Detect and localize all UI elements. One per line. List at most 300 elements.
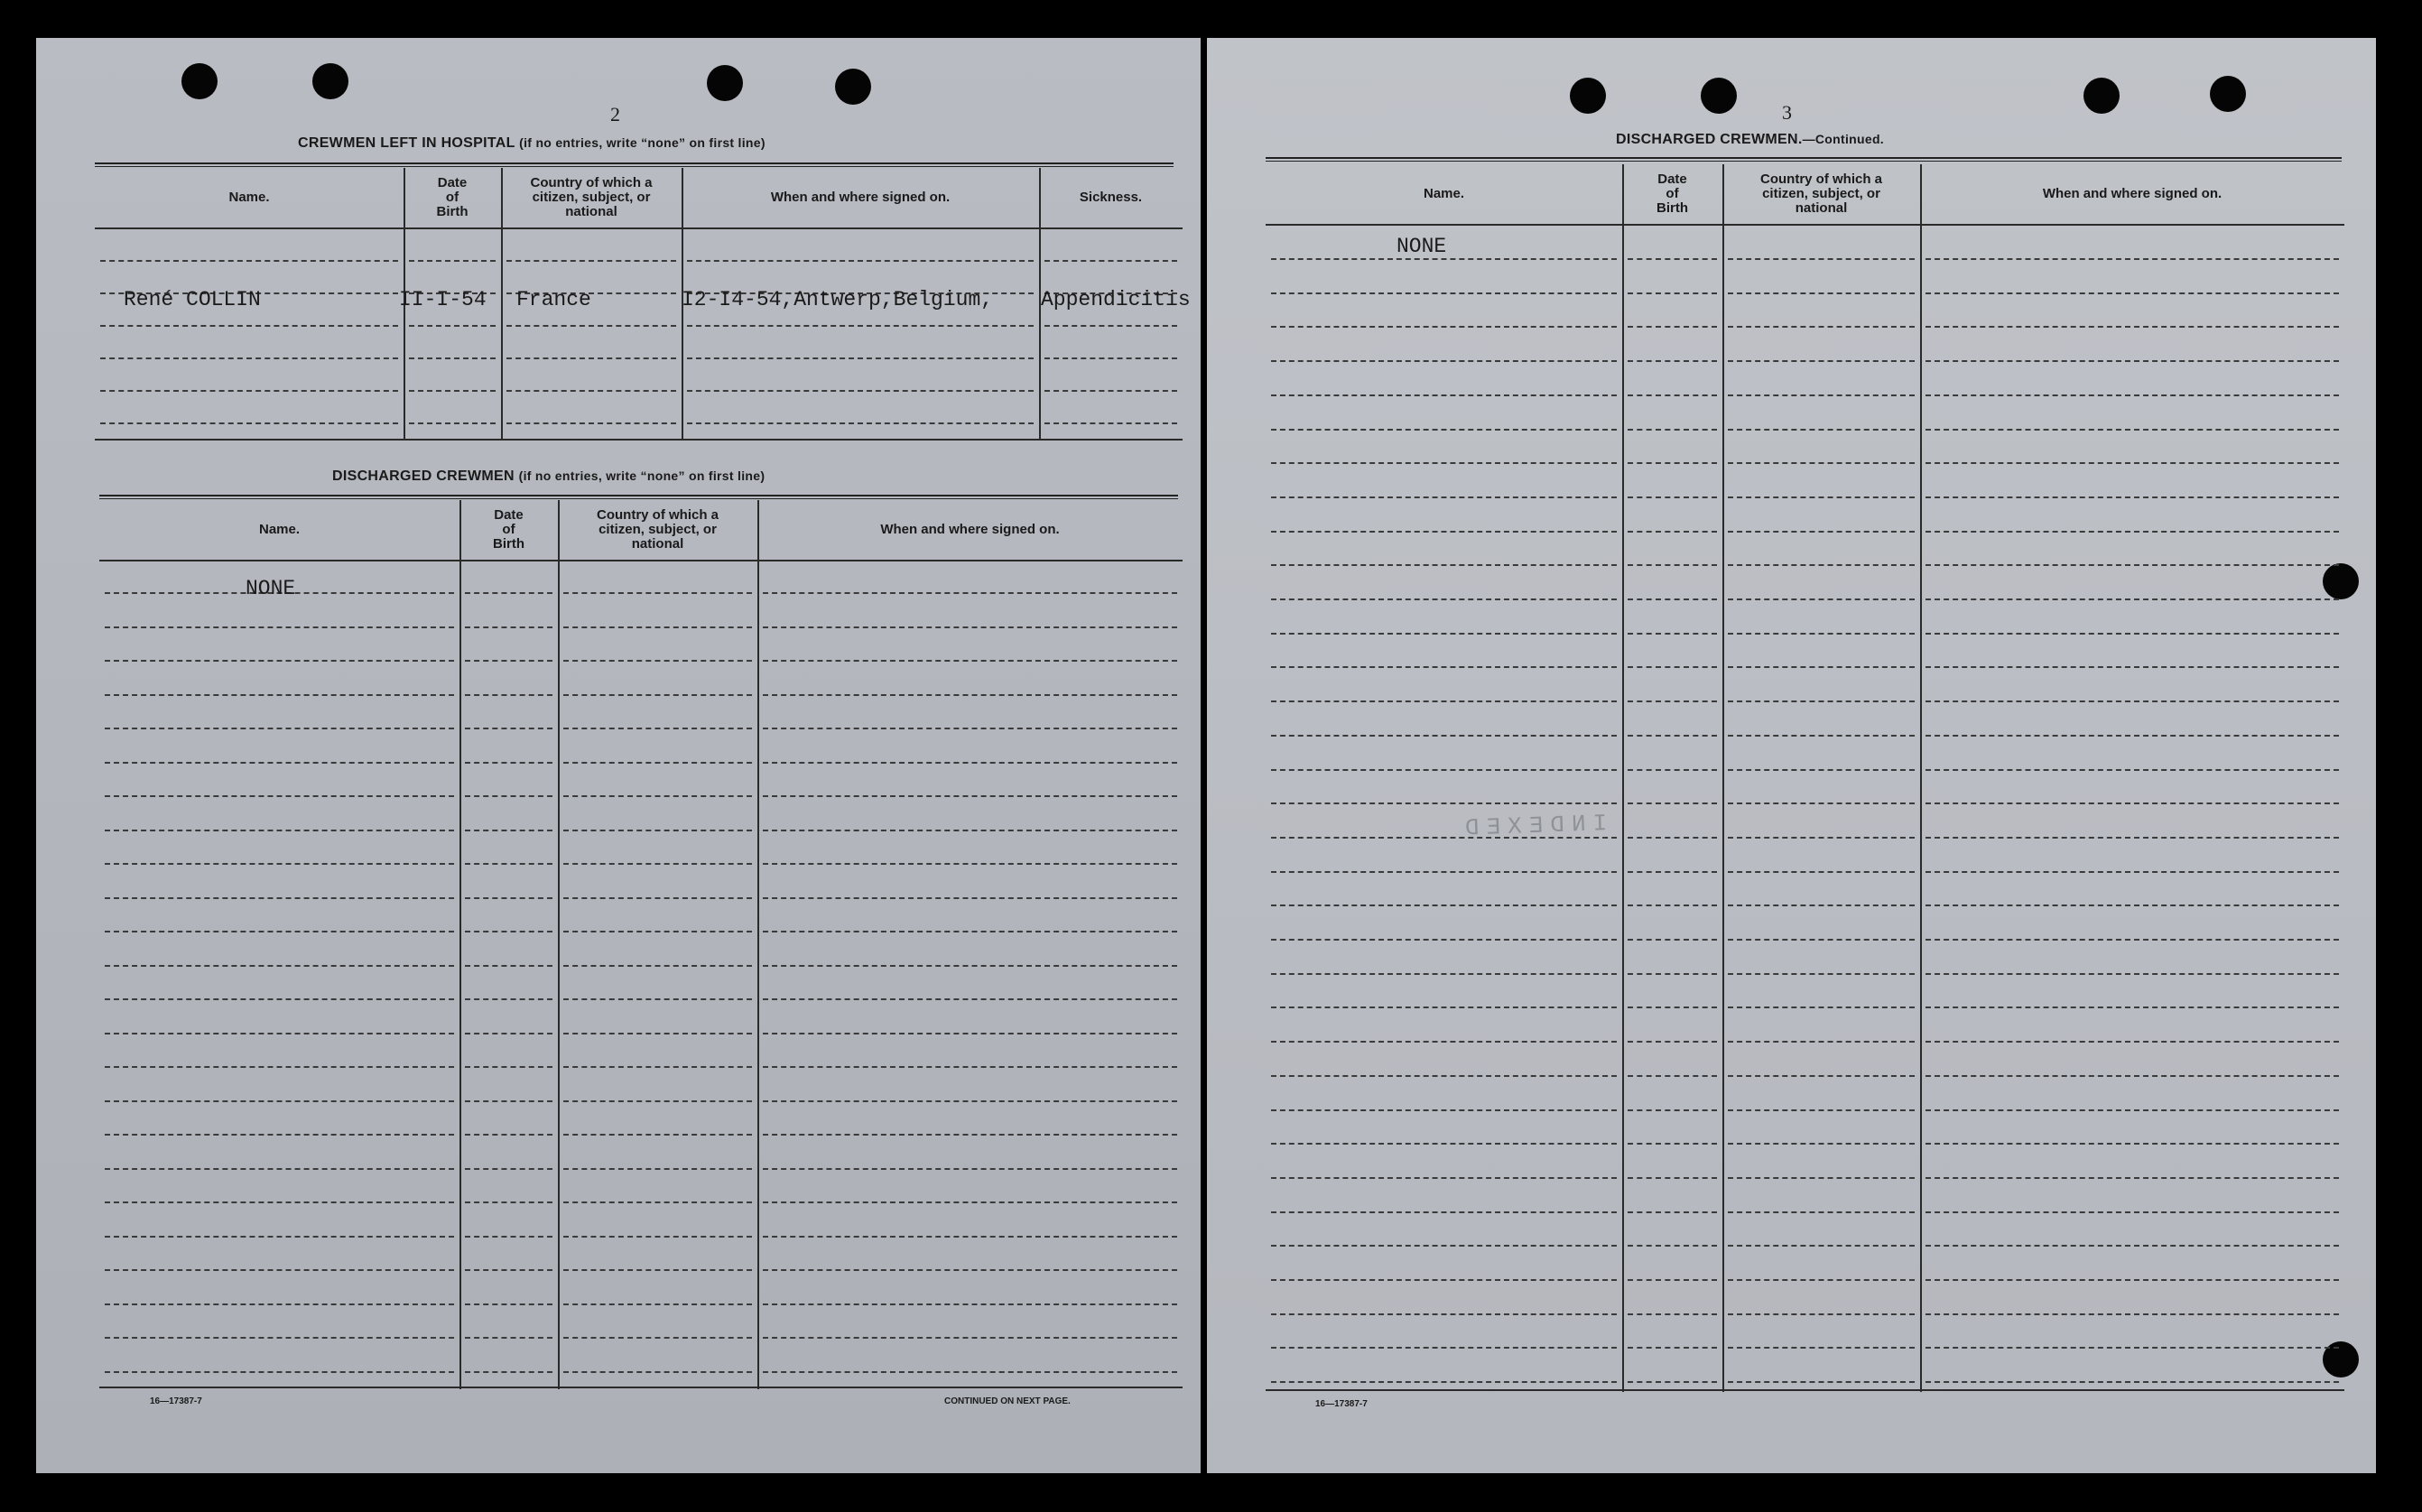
dotted-ruled-line	[563, 1371, 752, 1373]
dotted-ruled-line	[105, 1168, 454, 1170]
dotted-ruled-line	[1926, 633, 2339, 635]
dotted-ruled-line	[1628, 871, 1717, 873]
dotted-ruled-line	[1628, 1143, 1717, 1145]
dotted-ruled-line	[465, 998, 552, 1000]
dotted-ruled-line	[105, 1337, 454, 1339]
dotted-ruled-line	[409, 357, 496, 359]
dotted-ruled-line	[465, 897, 552, 899]
discharged-continued-title	[1616, 132, 1884, 148]
dotted-ruled-line	[1628, 360, 1717, 362]
dotted-ruled-line	[1628, 735, 1717, 737]
dotted-ruled-line	[687, 357, 1034, 359]
column-header-signed-on: When and where signed on.	[880, 522, 1060, 537]
dotted-ruled-line	[763, 965, 1177, 967]
hospital-crewman-country: France	[516, 288, 591, 311]
dotted-ruled-line	[465, 965, 552, 967]
dotted-ruled-line	[465, 795, 552, 797]
column-header-country: Country of which a citizen, subject, or national	[530, 175, 653, 219]
dotted-ruled-line	[1728, 1041, 1915, 1043]
dotted-ruled-line	[1926, 1245, 2339, 1247]
dotted-ruled-line	[763, 592, 1177, 594]
dotted-ruled-line	[563, 897, 752, 899]
discharged-title: DISCHARGED CREWMEN.	[1616, 132, 1803, 147]
dotted-ruled-line	[1271, 360, 1617, 362]
dotted-ruled-line	[1926, 1381, 2339, 1383]
dotted-ruled-line	[105, 762, 454, 764]
dotted-ruled-line	[1628, 496, 1717, 498]
dotted-ruled-line	[763, 694, 1177, 696]
dotted-ruled-line	[1044, 390, 1177, 392]
dotted-ruled-line	[465, 1134, 552, 1136]
dotted-ruled-line	[105, 728, 454, 729]
dotted-ruled-line	[1044, 357, 1177, 359]
dotted-ruled-line	[687, 260, 1034, 262]
dotted-ruled-line	[1628, 904, 1717, 906]
dotted-ruled-line	[563, 1033, 752, 1034]
dotted-ruled-line	[763, 660, 1177, 662]
dotted-ruled-line	[100, 357, 398, 359]
dotted-ruled-line	[563, 1303, 752, 1305]
dotted-ruled-line	[563, 1201, 752, 1203]
dotted-ruled-line	[1926, 564, 2339, 566]
dotted-ruled-line	[1728, 258, 1915, 260]
dotted-ruled-line	[763, 830, 1177, 831]
dotted-ruled-line	[1926, 904, 2339, 906]
dotted-ruled-line	[409, 390, 496, 392]
dotted-ruled-line	[100, 325, 398, 327]
dotted-ruled-line	[105, 626, 454, 628]
dotted-ruled-line	[105, 1201, 454, 1203]
punch-hole	[312, 63, 348, 99]
dotted-ruled-line	[1271, 1211, 1617, 1213]
hospital-crewman-name: René COLLIN	[124, 288, 261, 311]
dotted-ruled-line	[1728, 735, 1915, 737]
column-header-dob: Date of Birth	[493, 507, 524, 552]
column-header-signed-on: When and where signed on.	[770, 190, 951, 205]
dotted-ruled-line	[465, 1033, 552, 1034]
dotted-ruled-line	[1628, 1381, 1717, 1383]
punch-hole	[2210, 76, 2246, 112]
dotted-ruled-line	[1728, 462, 1915, 464]
column-header-country: Country of which a citizen, subject, or national	[1760, 172, 1882, 216]
dotted-ruled-line	[1728, 871, 1915, 873]
dotted-ruled-line	[763, 1269, 1177, 1271]
page-number: 3	[1782, 101, 1792, 124]
dotted-ruled-line	[465, 762, 552, 764]
dotted-ruled-line	[763, 1100, 1177, 1102]
column-header-dob: Date of Birth	[436, 175, 469, 219]
dotted-ruled-line	[409, 325, 496, 327]
dotted-ruled-line	[1728, 802, 1915, 804]
dotted-ruled-line	[105, 694, 454, 696]
dotted-ruled-line	[1728, 837, 1915, 839]
dotted-ruled-line	[1271, 802, 1617, 804]
dotted-ruled-line	[1628, 531, 1717, 533]
dotted-ruled-line	[763, 931, 1177, 932]
dotted-ruled-line	[763, 728, 1177, 729]
dotted-ruled-line	[100, 390, 398, 392]
dotted-ruled-line	[1926, 258, 2339, 260]
dotted-ruled-line	[1728, 666, 1915, 668]
dotted-ruled-line	[105, 931, 454, 932]
dotted-ruled-line	[563, 998, 752, 1000]
punch-hole	[835, 69, 871, 105]
hospital-title-note: (if no entries, write “none” on first line)	[519, 135, 766, 150]
dotted-ruled-line	[409, 422, 496, 424]
dotted-ruled-line	[1628, 1313, 1717, 1315]
dotted-ruled-line	[1271, 496, 1617, 498]
hospital-crewman-signed-on: I2-I4-54,Antwerp,Belgium,	[682, 288, 994, 311]
dotted-ruled-line	[1728, 1143, 1915, 1145]
dotted-ruled-line	[1628, 1075, 1717, 1077]
dotted-ruled-line	[465, 660, 552, 662]
dotted-ruled-line	[1926, 1143, 2339, 1145]
dotted-ruled-line	[1926, 326, 2339, 328]
dotted-ruled-line	[1271, 633, 1617, 635]
continued-note: CONTINUED ON NEXT PAGE.	[944, 1396, 1071, 1406]
dotted-ruled-line	[1728, 1006, 1915, 1008]
dotted-ruled-line	[563, 1100, 752, 1102]
dotted-ruled-line	[1628, 394, 1717, 396]
dotted-ruled-line	[563, 592, 752, 594]
column-header-signed-on: When and where signed on.	[2042, 186, 2222, 201]
column-header-name: Name.	[1423, 186, 1465, 201]
dotted-ruled-line	[1728, 1211, 1915, 1213]
dotted-ruled-line	[763, 1371, 1177, 1373]
dotted-ruled-line	[763, 1337, 1177, 1339]
dotted-ruled-line	[1926, 292, 2339, 294]
dotted-ruled-line	[1271, 1279, 1617, 1281]
dotted-ruled-line	[1926, 871, 2339, 873]
dotted-ruled-line	[563, 965, 752, 967]
dotted-ruled-line	[506, 357, 676, 359]
dotted-ruled-line	[1926, 531, 2339, 533]
dotted-ruled-line	[1271, 700, 1617, 702]
dotted-ruled-line	[1271, 973, 1617, 975]
dotted-ruled-line	[100, 260, 398, 262]
dotted-ruled-line	[465, 1269, 552, 1271]
dotted-ruled-line	[763, 1303, 1177, 1305]
dotted-ruled-line	[763, 1033, 1177, 1034]
dotted-ruled-line	[1926, 769, 2339, 771]
dotted-ruled-line	[1271, 1381, 1617, 1383]
dotted-ruled-line	[1926, 429, 2339, 431]
dotted-ruled-line	[1271, 1313, 1617, 1315]
dotted-ruled-line	[1628, 973, 1717, 975]
dotted-ruled-line	[687, 390, 1034, 392]
dotted-ruled-line	[105, 965, 454, 967]
dotted-ruled-line	[563, 728, 752, 729]
dotted-ruled-line	[1628, 326, 1717, 328]
dotted-ruled-line	[763, 863, 1177, 865]
dotted-ruled-line	[763, 1168, 1177, 1170]
dotted-ruled-line	[1728, 973, 1915, 975]
dotted-ruled-line	[1271, 735, 1617, 737]
dotted-ruled-line	[105, 660, 454, 662]
column-header-dob: Date of Birth	[1656, 172, 1688, 216]
dotted-ruled-line	[563, 1168, 752, 1170]
dotted-ruled-line	[1926, 700, 2339, 702]
dotted-ruled-line	[563, 660, 752, 662]
dotted-ruled-line	[465, 1100, 552, 1102]
dotted-ruled-line	[105, 1371, 454, 1373]
dotted-ruled-line	[105, 897, 454, 899]
dotted-ruled-line	[1628, 462, 1717, 464]
dotted-ruled-line	[105, 1066, 454, 1068]
dotted-ruled-line	[465, 1168, 552, 1170]
dotted-ruled-line	[1926, 735, 2339, 737]
dotted-ruled-line	[465, 1337, 552, 1339]
dotted-ruled-line	[465, 1201, 552, 1203]
dotted-ruled-line	[1926, 1347, 2339, 1349]
dotted-ruled-line	[465, 931, 552, 932]
dotted-ruled-line	[1271, 598, 1617, 600]
dotted-ruled-line	[1271, 939, 1617, 941]
dotted-ruled-line	[563, 1337, 752, 1339]
dotted-ruled-line	[1271, 564, 1617, 566]
dotted-ruled-line	[465, 1236, 552, 1238]
discharged-section-title	[332, 468, 765, 485]
dotted-ruled-line	[1926, 1211, 2339, 1213]
dotted-ruled-line	[1926, 1313, 2339, 1315]
dotted-ruled-line	[105, 998, 454, 1000]
dotted-ruled-line	[1728, 496, 1915, 498]
discharged-entry-none: NONE	[1397, 235, 1447, 258]
dotted-ruled-line	[1926, 462, 2339, 464]
punch-hole	[1701, 78, 1737, 114]
dotted-ruled-line	[1728, 1347, 1915, 1349]
punch-hole	[2083, 78, 2120, 114]
hospital-crewman-sickness: Appendicitis	[1041, 288, 1191, 311]
dotted-ruled-line	[506, 390, 676, 392]
dotted-ruled-line	[1728, 1245, 1915, 1247]
discharged-title-note: (if no entries, write “none” on first line)	[518, 468, 766, 483]
dotted-ruled-line	[1728, 1279, 1915, 1281]
dotted-ruled-line	[763, 1236, 1177, 1238]
dotted-ruled-line	[1728, 598, 1915, 600]
dotted-ruled-line	[1926, 973, 2339, 975]
dotted-ruled-line	[1628, 1347, 1717, 1349]
dotted-ruled-line	[1628, 1041, 1717, 1043]
dotted-ruled-line	[563, 795, 752, 797]
dotted-ruled-line	[563, 762, 752, 764]
dotted-ruled-line	[1628, 1211, 1717, 1213]
dotted-ruled-line	[105, 830, 454, 831]
dotted-ruled-line	[1926, 1177, 2339, 1179]
dotted-ruled-line	[465, 863, 552, 865]
dotted-ruled-line	[1628, 258, 1717, 260]
dotted-ruled-line	[1271, 1245, 1617, 1247]
punch-hole	[707, 65, 743, 101]
dotted-ruled-line	[1271, 1006, 1617, 1008]
dotted-ruled-line	[1271, 1347, 1617, 1349]
dotted-ruled-line	[687, 325, 1034, 327]
dotted-ruled-line	[1271, 429, 1617, 431]
punch-hole	[181, 63, 218, 99]
dotted-ruled-line	[1926, 802, 2339, 804]
dotted-ruled-line	[465, 830, 552, 831]
dotted-ruled-line	[1628, 700, 1717, 702]
dotted-ruled-line	[1926, 939, 2339, 941]
dotted-ruled-line	[100, 422, 398, 424]
dotted-ruled-line	[1728, 1075, 1915, 1077]
dotted-ruled-line	[465, 1303, 552, 1305]
dotted-ruled-line	[1271, 292, 1617, 294]
right-page	[1207, 38, 2376, 1473]
dotted-ruled-line	[763, 1066, 1177, 1068]
dotted-ruled-line	[1628, 1245, 1717, 1247]
dotted-ruled-line	[465, 1066, 552, 1068]
dotted-ruled-line	[1271, 1143, 1617, 1145]
dotted-ruled-line	[1926, 1279, 2339, 1281]
dotted-ruled-line	[1628, 598, 1717, 600]
dotted-ruled-line	[465, 592, 552, 594]
dotted-ruled-line	[1728, 1381, 1915, 1383]
dotted-ruled-line	[1628, 939, 1717, 941]
column-header-country: Country of which a citizen, subject, or national	[597, 507, 719, 552]
dotted-ruled-line	[1728, 360, 1915, 362]
dotted-ruled-line	[1271, 462, 1617, 464]
dotted-ruled-line	[506, 422, 676, 424]
section-rule	[99, 495, 1178, 499]
form-code: 16—17387-7	[1315, 1399, 1368, 1409]
dotted-ruled-line	[105, 1269, 454, 1271]
dotted-ruled-line	[1628, 1177, 1717, 1179]
dotted-ruled-line	[1044, 422, 1177, 424]
dotted-ruled-line	[763, 1201, 1177, 1203]
discharged-table	[99, 500, 1183, 1389]
dotted-ruled-line	[1728, 394, 1915, 396]
dotted-ruled-line	[1271, 871, 1617, 873]
dotted-ruled-line	[1926, 837, 2339, 839]
hospital-section-title	[298, 135, 766, 152]
dotted-ruled-line	[1044, 260, 1177, 262]
dotted-ruled-line	[1728, 1109, 1915, 1111]
dotted-ruled-line	[1728, 326, 1915, 328]
dotted-ruled-line	[1926, 598, 2339, 600]
dotted-ruled-line	[1728, 769, 1915, 771]
dotted-ruled-line	[1628, 429, 1717, 431]
dotted-ruled-line	[1628, 1279, 1717, 1281]
dotted-ruled-line	[1628, 564, 1717, 566]
dotted-ruled-line	[1271, 666, 1617, 668]
hospital-crewman-dob: II-I-54	[399, 288, 487, 311]
section-rule	[95, 162, 1174, 167]
dotted-ruled-line	[105, 1100, 454, 1102]
dotted-ruled-line	[1271, 1075, 1617, 1077]
dotted-ruled-line	[1728, 564, 1915, 566]
dotted-ruled-line	[1044, 325, 1177, 327]
discharged-title-note: —Continued.	[1802, 132, 1884, 146]
dotted-ruled-line	[105, 1236, 454, 1238]
dotted-ruled-line	[1728, 1177, 1915, 1179]
dotted-ruled-line	[763, 1134, 1177, 1136]
dotted-ruled-line	[105, 1303, 454, 1305]
dotted-ruled-line	[1728, 939, 1915, 941]
dotted-ruled-line	[563, 1134, 752, 1136]
dotted-ruled-line	[1628, 1109, 1717, 1111]
dotted-ruled-line	[1926, 1075, 2339, 1077]
dotted-ruled-line	[563, 694, 752, 696]
column-header-name: Name.	[258, 522, 301, 537]
dotted-ruled-line	[1628, 292, 1717, 294]
dotted-ruled-line	[1271, 258, 1617, 260]
dotted-ruled-line	[1926, 1006, 2339, 1008]
dotted-ruled-line	[1926, 1041, 2339, 1043]
dotted-ruled-line	[1271, 904, 1617, 906]
dotted-ruled-line	[563, 863, 752, 865]
dotted-ruled-line	[1628, 802, 1717, 804]
form-code: 16—17387-7	[150, 1396, 202, 1406]
column-header-sickness: Sickness.	[1079, 190, 1143, 205]
dotted-ruled-line	[763, 795, 1177, 797]
dotted-ruled-line	[465, 728, 552, 729]
left-page	[36, 38, 1201, 1473]
dotted-ruled-line	[1728, 531, 1915, 533]
dotted-ruled-line	[1926, 666, 2339, 668]
dotted-ruled-line	[1926, 394, 2339, 396]
faded-stamp: INDEXED	[1457, 810, 1608, 842]
column-header-name: Name.	[228, 190, 270, 205]
dotted-ruled-line	[1271, 1109, 1617, 1111]
dotted-ruled-line	[763, 626, 1177, 628]
dotted-ruled-line	[563, 1236, 752, 1238]
dotted-ruled-line	[763, 762, 1177, 764]
dotted-ruled-line	[105, 1033, 454, 1034]
dotted-ruled-line	[105, 1134, 454, 1136]
dotted-ruled-line	[1728, 1313, 1915, 1315]
dotted-ruled-line	[1628, 666, 1717, 668]
dotted-ruled-line	[687, 422, 1034, 424]
dotted-ruled-line	[465, 1371, 552, 1373]
dotted-ruled-line	[1728, 633, 1915, 635]
dotted-ruled-line	[1628, 837, 1717, 839]
discharged-title: DISCHARGED CREWMEN	[332, 468, 515, 484]
dotted-ruled-line	[1271, 394, 1617, 396]
dotted-ruled-line	[1628, 633, 1717, 635]
dotted-ruled-line	[409, 260, 496, 262]
dotted-ruled-line	[1728, 700, 1915, 702]
dotted-ruled-line	[1271, 1041, 1617, 1043]
dotted-ruled-line	[1926, 496, 2339, 498]
dotted-ruled-line	[1728, 904, 1915, 906]
dotted-ruled-line	[105, 795, 454, 797]
dotted-ruled-line	[1628, 769, 1717, 771]
dotted-ruled-line	[563, 830, 752, 831]
dotted-ruled-line	[1728, 292, 1915, 294]
dotted-ruled-line	[506, 260, 676, 262]
dotted-ruled-line	[563, 1066, 752, 1068]
dotted-ruled-line	[563, 626, 752, 628]
dotted-ruled-line	[1926, 360, 2339, 362]
page-number: 2	[610, 103, 620, 125]
hospital-title: CREWMEN LEFT IN HOSPITAL	[298, 135, 515, 151]
dotted-ruled-line	[465, 626, 552, 628]
dotted-ruled-line	[105, 863, 454, 865]
dotted-ruled-line	[1271, 326, 1617, 328]
dotted-ruled-line	[1926, 1109, 2339, 1111]
dotted-ruled-line	[1728, 429, 1915, 431]
dotted-ruled-line	[763, 998, 1177, 1000]
dotted-ruled-line	[1271, 531, 1617, 533]
dotted-ruled-line	[506, 325, 676, 327]
dotted-ruled-line	[763, 897, 1177, 899]
dotted-ruled-line	[1271, 1177, 1617, 1179]
dotted-ruled-line	[563, 931, 752, 932]
discharged-continued-table	[1266, 164, 2344, 1392]
dotted-ruled-line	[1628, 1006, 1717, 1008]
dotted-ruled-line	[1271, 769, 1617, 771]
